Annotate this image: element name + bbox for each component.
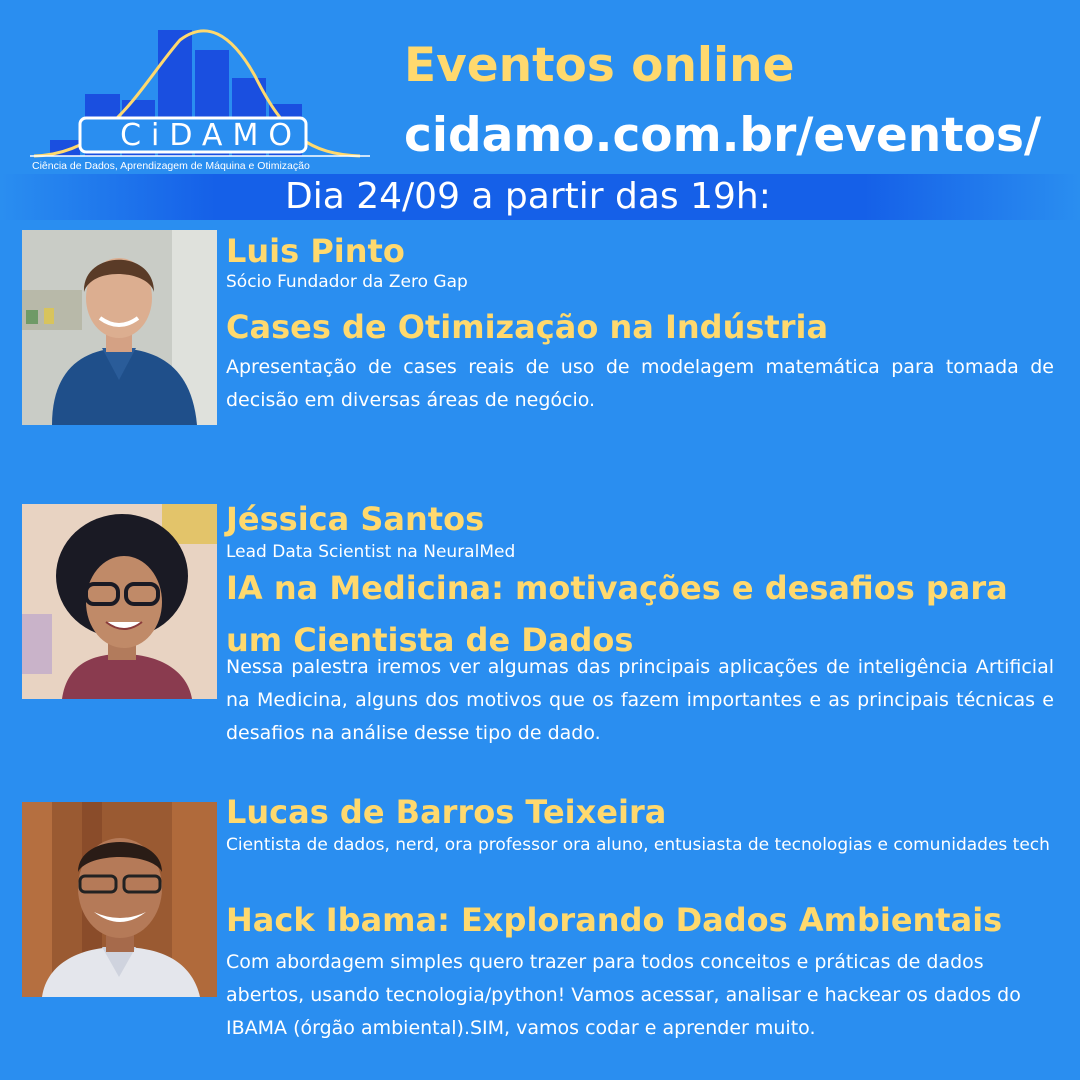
talk-title: IA na Medicina: motivações e desafios para um Cientista de Dados — [226, 569, 1008, 659]
talk-description: Com abordagem simples quero trazer para todos conceitos e práticas de dados abertos, usando tecnologia/python! Vamos acessar, analisar e hackear os dados do IBAMA (órgão ambiental).SIM, vamos codar e aprender muito. — [226, 951, 1021, 1039]
talk-description: Nessa palestra iremos ver algumas das principais aplicações de inteligência Artificial na Medicina, alguns dos motivos que os fazem importantes e as principais técnicas e desafios na análise desse tipo de dado. — [226, 656, 1054, 744]
speaker-role: Sócio Fundador da Zero Gap — [226, 272, 468, 292]
speaker-photo-jessica — [22, 504, 217, 699]
speaker-name: Luis Pinto — [226, 232, 405, 270]
talk-description: Apresentação de cases reais de uso de modelagem matemática para tomada de decisão em diversas áreas de negócio. — [226, 356, 1054, 411]
cidamo-logo — [30, 26, 370, 174]
date-banner-text: Dia 24/09 a partir das 19h: — [285, 176, 771, 217]
speaker-role: Lead Data Scientist na NeuralMed — [226, 542, 516, 562]
header-title: Eventos online — [404, 38, 795, 93]
speaker-photo-lucas — [22, 802, 217, 997]
speaker-name: Lucas de Barros Teixeira — [226, 793, 667, 831]
header-url[interactable]: cidamo.com.br/eventos/ — [404, 108, 1042, 163]
speaker-role: Cientista de dados, nerd, ora professor ora aluno, entusiasta de tecnologias e comunidades tech — [226, 835, 1050, 855]
logo-wordmark: CiDAMO — [120, 118, 302, 153]
speaker-name: Jéssica Santos — [226, 500, 485, 538]
talk-title: Hack Ibama: Explorando Dados Ambientais — [226, 901, 1003, 939]
talk-title: Cases de Otimização na Indústria — [226, 308, 829, 346]
date-banner — [0, 174, 1080, 220]
logo-tagline: Ciência de Dados, Aprendizagem de Máquina e Otimização — [32, 160, 310, 172]
speaker-photo-luis — [22, 230, 217, 425]
